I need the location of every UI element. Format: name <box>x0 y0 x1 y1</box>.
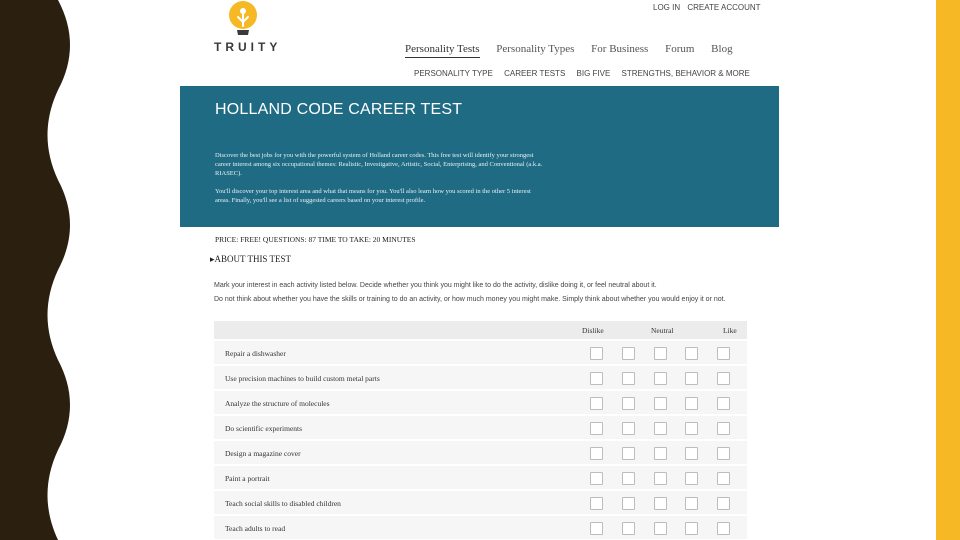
rating-checkbox[interactable] <box>590 472 603 485</box>
table-row <box>214 391 747 414</box>
rating-checkbox[interactable] <box>590 422 603 435</box>
sub-nav <box>414 69 759 78</box>
instructions-2: Do not think about whether you have the skills or training to do an activity, or how much money you might make. Simply think about whether you would enjoy it or not. <box>214 296 726 303</box>
rating-checkbox[interactable] <box>590 497 603 510</box>
table-body <box>214 341 747 539</box>
rating-checkbox[interactable] <box>685 347 698 360</box>
rating-checkbox[interactable] <box>717 497 730 510</box>
brand-name: TRUITY <box>214 40 282 54</box>
activity-table <box>214 321 747 539</box>
rating-checkbox[interactable] <box>654 397 667 410</box>
auth-links <box>653 3 766 12</box>
accent-band <box>936 0 960 540</box>
rating-checkbox[interactable] <box>685 372 698 385</box>
create-account-link[interactable]: CREATE ACCOUNT <box>687 3 761 12</box>
rating-checkbox[interactable] <box>685 497 698 510</box>
rating-checkbox[interactable] <box>590 397 603 410</box>
rating-checkbox[interactable] <box>654 497 667 510</box>
rating-checkbox[interactable] <box>654 372 667 385</box>
nav-blog[interactable]: Blog <box>711 43 733 55</box>
rating-checkbox[interactable] <box>590 347 603 360</box>
rating-checkbox[interactable] <box>717 347 730 360</box>
subnav-personality-type[interactable]: PERSONALITY TYPE <box>414 69 493 78</box>
rating-checkbox[interactable] <box>590 447 603 460</box>
rating-checkbox[interactable] <box>654 472 667 485</box>
rating-checkbox[interactable] <box>685 422 698 435</box>
lightbulb-logo-icon <box>226 0 260 36</box>
activity-label: Paint a portrait <box>225 474 270 483</box>
activity-label: Teach social skills to disabled children <box>225 499 341 508</box>
login-link[interactable]: LOG IN <box>653 3 681 12</box>
table-row <box>214 441 747 464</box>
rating-checkbox[interactable] <box>590 522 603 535</box>
activity-label: Do scientific experiments <box>225 424 303 433</box>
hero-description-2: You'll discover your top interest area and what that means for you. You'll also learn how you scored in the other 5 interest areas. Finally, you'll see a list of suggested careers based on your interest profile. <box>215 188 531 204</box>
rating-checkbox[interactable] <box>622 397 635 410</box>
activity-label: Design a magazine cover <box>225 449 301 458</box>
rating-checkbox[interactable] <box>622 372 635 385</box>
rating-checkbox[interactable] <box>717 447 730 460</box>
subnav-big-five[interactable]: BIG FIVE <box>576 69 611 78</box>
rating-checkbox[interactable] <box>654 522 667 535</box>
rating-checkbox[interactable] <box>685 397 698 410</box>
activity-label: Analyze the structure of molecules <box>225 399 330 408</box>
subnav-strengths[interactable]: STRENGTHS, BEHAVIOR & MORE <box>621 69 750 78</box>
rating-checkbox[interactable] <box>622 497 635 510</box>
decorative-wave-strip <box>0 0 80 540</box>
rating-checkbox[interactable] <box>622 472 635 485</box>
nav-for-business[interactable]: For Business <box>591 43 649 55</box>
rating-checkbox[interactable] <box>654 347 667 360</box>
table-row <box>214 491 747 514</box>
header-neutral: Neutral <box>651 326 674 335</box>
rating-checkbox[interactable] <box>622 447 635 460</box>
rating-checkbox[interactable] <box>654 447 667 460</box>
about-toggle[interactable]: ▸ABOUT THIS TEST <box>210 254 292 264</box>
rating-checkbox[interactable] <box>717 522 730 535</box>
table-header <box>214 321 747 339</box>
header-dislike: Dislike <box>582 326 604 335</box>
activity-label: Repair a dishwasher <box>225 349 286 358</box>
table-row <box>214 466 747 489</box>
rating-checkbox[interactable] <box>717 422 730 435</box>
hero-description-1: Discover the best jobs for you with the powerful system of Holland career codes. This free test will identify your strongest career interest among six occupational themes: Realistic, Investigative, Artistic, Social, Enterprising, and Conventional (a.k.a. RIASEC). <box>215 152 543 177</box>
table-row <box>214 366 747 389</box>
rating-checkbox[interactable] <box>622 347 635 360</box>
instructions-1: Mark your interest in each activity listed below. Decide whether you think you might like to do the activity, dislike doing it, or feel neutral about it. <box>214 282 657 289</box>
rating-checkbox[interactable] <box>654 422 667 435</box>
table-row <box>214 341 747 364</box>
activity-label: Teach adults to read <box>225 524 286 533</box>
rating-checkbox[interactable] <box>590 372 603 385</box>
rating-checkbox[interactable] <box>622 522 635 535</box>
nav-forum[interactable]: Forum <box>665 43 695 55</box>
header-like: Like <box>723 326 737 335</box>
rating-checkbox[interactable] <box>717 372 730 385</box>
test-meta: PRICE: FREE! QUESTIONS: 87 TIME TO TAKE: 20 MINUTES <box>215 235 416 244</box>
table-row <box>214 516 747 539</box>
rating-checkbox[interactable] <box>685 472 698 485</box>
table-row <box>214 416 747 439</box>
rating-checkbox[interactable] <box>622 422 635 435</box>
nav-personality-types[interactable]: Personality Types <box>496 43 575 55</box>
rating-checkbox[interactable] <box>717 472 730 485</box>
main-nav <box>405 43 747 55</box>
rating-checkbox[interactable] <box>685 447 698 460</box>
page-title: HOLLAND CODE CAREER TEST <box>215 101 463 118</box>
subnav-career-tests[interactable]: CAREER TESTS <box>504 69 566 78</box>
rating-checkbox[interactable] <box>717 397 730 410</box>
rating-checkbox[interactable] <box>685 522 698 535</box>
nav-personality-tests[interactable]: Personality Tests <box>405 43 480 58</box>
activity-label: Use precision machines to build custom metal parts <box>225 374 380 383</box>
hero-banner <box>180 86 779 227</box>
